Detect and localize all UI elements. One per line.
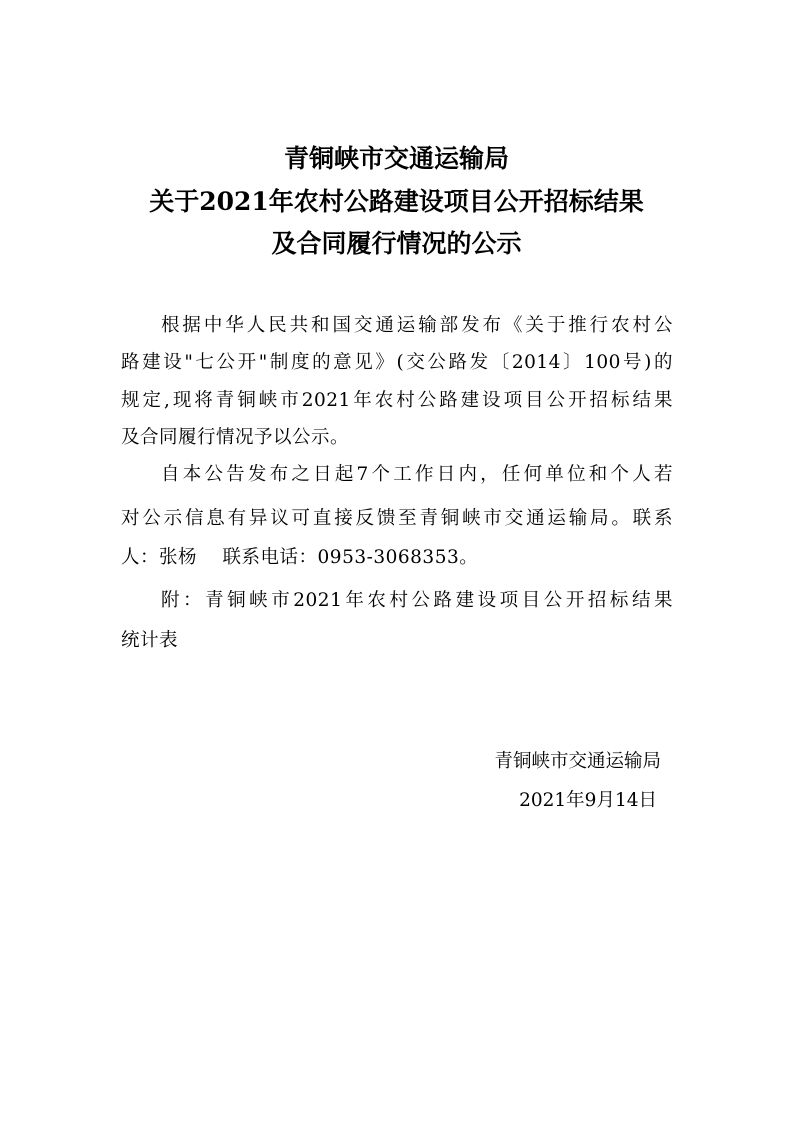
attachment-line-2: 统计表	[121, 630, 179, 651]
paragraph-1-line-4: 及合同履行情况予以公示。	[121, 427, 350, 448]
paragraph-1-line-3: 规定,现将青铜峡市2021年农村公路建设项目公开招标结果	[121, 390, 673, 411]
signature-organization: 青铜峡市交通运输局	[494, 751, 661, 772]
paragraph-1-line-2: 路建设"七公开"制度的意见》(交公路发〔2014〕100号)的	[121, 352, 673, 373]
paragraph-1-line-1: 根据中华人民共和国交通运输部发布《关于推行农村公	[161, 315, 673, 336]
paragraph-2-line-3: 人：张杨 联系电话：0953-3068353。	[121, 547, 479, 568]
document-title-line-1: 青铜峡市交通运输局	[283, 144, 509, 173]
signature-date: 2021年9月14日	[519, 790, 657, 811]
attachment-line-1: 附：青铜峡市2021年农村公路建设项目公开招标结果	[161, 590, 673, 611]
document-title-line-3: 及合同履行情况的公示	[271, 229, 522, 258]
paragraph-2-line-1: 自本公告发布之日起7个工作日内，任何单位和个人若	[161, 464, 673, 485]
document-title-line-2: 关于2021年农村公路建设项目公开招标结果	[149, 187, 644, 216]
paragraph-2-line-2: 对公示信息有异议可直接反馈至青铜峡市交通运输局。联系	[121, 508, 673, 529]
